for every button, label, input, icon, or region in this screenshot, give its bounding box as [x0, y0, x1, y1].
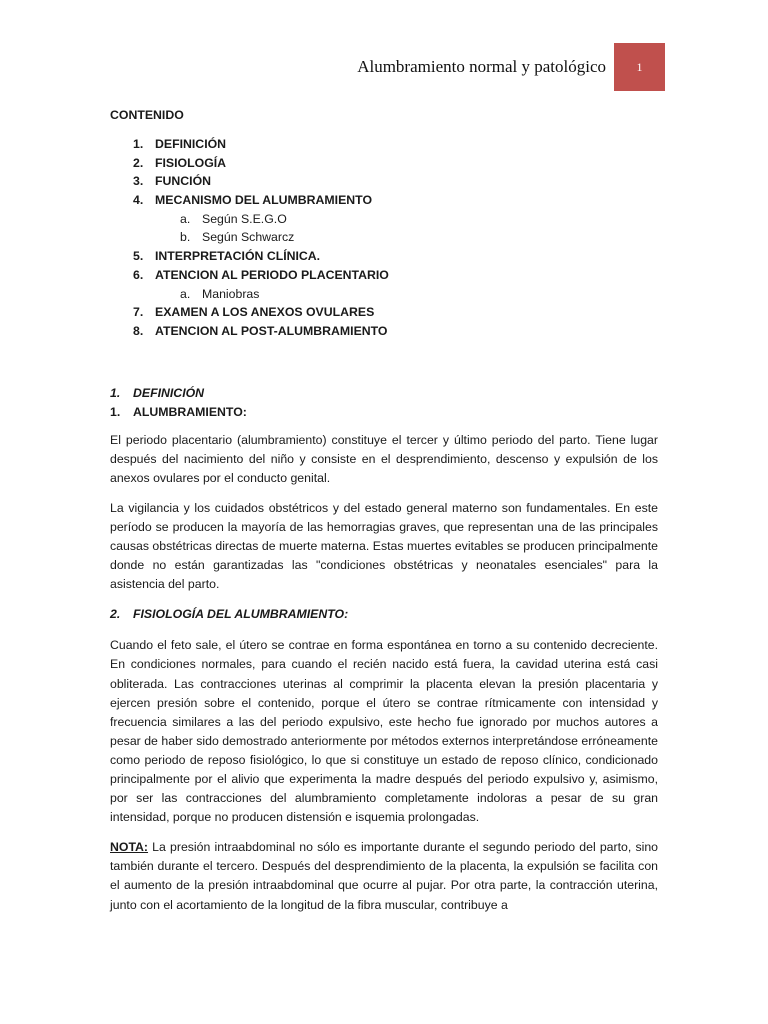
toc-item-label: ATENCION AL POST-ALUMBRAMIENTO [155, 323, 388, 338]
subsection-title-text: ALUMBRAMIENTO: [133, 404, 247, 419]
toc-item [110, 247, 658, 266]
toc-item [110, 191, 658, 210]
subsection-number: 1. [110, 404, 121, 419]
section-number: 1. [110, 385, 121, 400]
nota-label: NOTA: [110, 840, 149, 855]
document-body [110, 108, 658, 915]
toc-item-label: EXAMEN A LOS ANEXOS OVULARES [155, 305, 375, 320]
toc-item-number: 1. [133, 137, 144, 151]
toc-subitem [110, 210, 658, 229]
toc-item-number: 3. [133, 174, 144, 189]
page-number-badge [614, 43, 665, 91]
toc-item [110, 154, 658, 173]
toc-item-number: a. [180, 211, 191, 226]
section-title-text: FISIOLOGÍA DEL ALUMBRAMIENTO: [133, 607, 349, 622]
toc-item [110, 303, 658, 322]
toc-item-label: DEFINICIÓN [155, 137, 227, 151]
section-1-title [110, 384, 658, 403]
nota-paragraph [110, 838, 658, 914]
toc-item-number: 6. [133, 267, 144, 282]
toc-item-number: b. [180, 230, 191, 245]
toc-item-number: 4. [133, 193, 144, 208]
toc-item-label: ATENCION AL PERIODO PLACENTARIO [155, 267, 389, 282]
table-of-contents [110, 135, 658, 341]
toc-item-label: INTERPRETACIÓN CLÍNICA. [155, 249, 321, 264]
section-2-title [110, 605, 658, 624]
toc-item-number: 7. [133, 305, 144, 320]
paragraph: Cuando el feto sale, el útero se contrae en forma espontánea en torno a su contenido decreciente. En condiciones normales, para cuando el recién nacido está fuera, la cavidad uterina está casi obliterada. Las contracciones uterinas al comprimir la placenta elevan la presión placentaria y ejercen presión sobre el contenido, porque el útero se contrae rítmicamente con intensidad y frecuencia similares a las del periodo expulsivo, este hecho fue ignorado por muchos autores a pesar de haber sido demostrado anteriormente por métodos externos interpretándose erróneamente como periodo de reposo fisiológico, lo que si constituye un estado de reposo clínico, condicionado principalmente por el alivio que experimenta la madre después del periodo expulsivo y, asimismo, por ser las contracciones del alumbramiento completamente indoloras a pesar de su gran intensidad, porque no producen distensión e isquemia prolongadas. [110, 638, 658, 825]
toc-heading: CONTENIDO [110, 108, 184, 122]
toc-item-label: FUNCIÓN [155, 174, 212, 189]
paragraph: El periodo placentario (alumbramiento) constituye el tercer y último periodo del parto. Tiene lugar después del nacimiento del niño y consiste en el desprendimiento, descenso y expulsión de los anexos ovulares por el conducto genital. [110, 432, 658, 485]
toc-subitem [110, 285, 658, 304]
toc-item [110, 135, 658, 154]
toc-item [110, 266, 658, 285]
document-header-title: Alumbramiento normal y patológico [357, 57, 606, 76]
toc-item-number: 5. [133, 249, 144, 264]
section-1-subtitle [110, 403, 658, 422]
toc-item [110, 172, 658, 191]
toc-item-label: MECANISMO DEL ALUMBRAMIENTO [155, 193, 373, 208]
toc-item-label: FISIOLOGÍA [155, 155, 227, 170]
page-number: 1 [636, 59, 643, 74]
toc-item-label: Según S.E.G.O [202, 211, 287, 226]
toc-item-number: 8. [133, 323, 144, 338]
toc-item-label: Maniobras [202, 286, 260, 301]
toc-item-label: Según Schwarcz [202, 230, 295, 245]
section-title-text: DEFINICIÓN [133, 385, 205, 400]
paragraph: La vigilancia y los cuidados obstétricos y del estado general materno son fundamentales. En este período se producen la mayoría de las hemorragias graves, que representan una de las principales causas obstétricas directas de muerte materna. Estas muertes evitables se producen principalmente donde no están garantizadas las "condiciones obstétricas y neonatales esenciales" para la asistencia del parto. [110, 500, 658, 592]
section-number: 2. [110, 607, 121, 622]
toc-item-number: a. [180, 286, 191, 301]
nota-text: La presión intraabdominal no sólo es importante durante el segundo periodo del parto, sino también durante el tercero. Después del desprendimiento de la placenta, la expulsión se facilita con el aumento de la presión intraabdominal que ocurre al pujar. Por otra parte, la contracción uterina, junto con el acortamiento de la longitud de la fibra muscular, contribuye a [110, 840, 658, 912]
toc-item-number: 2. [133, 155, 144, 170]
toc-subitem [110, 228, 658, 247]
toc-item [110, 322, 658, 341]
